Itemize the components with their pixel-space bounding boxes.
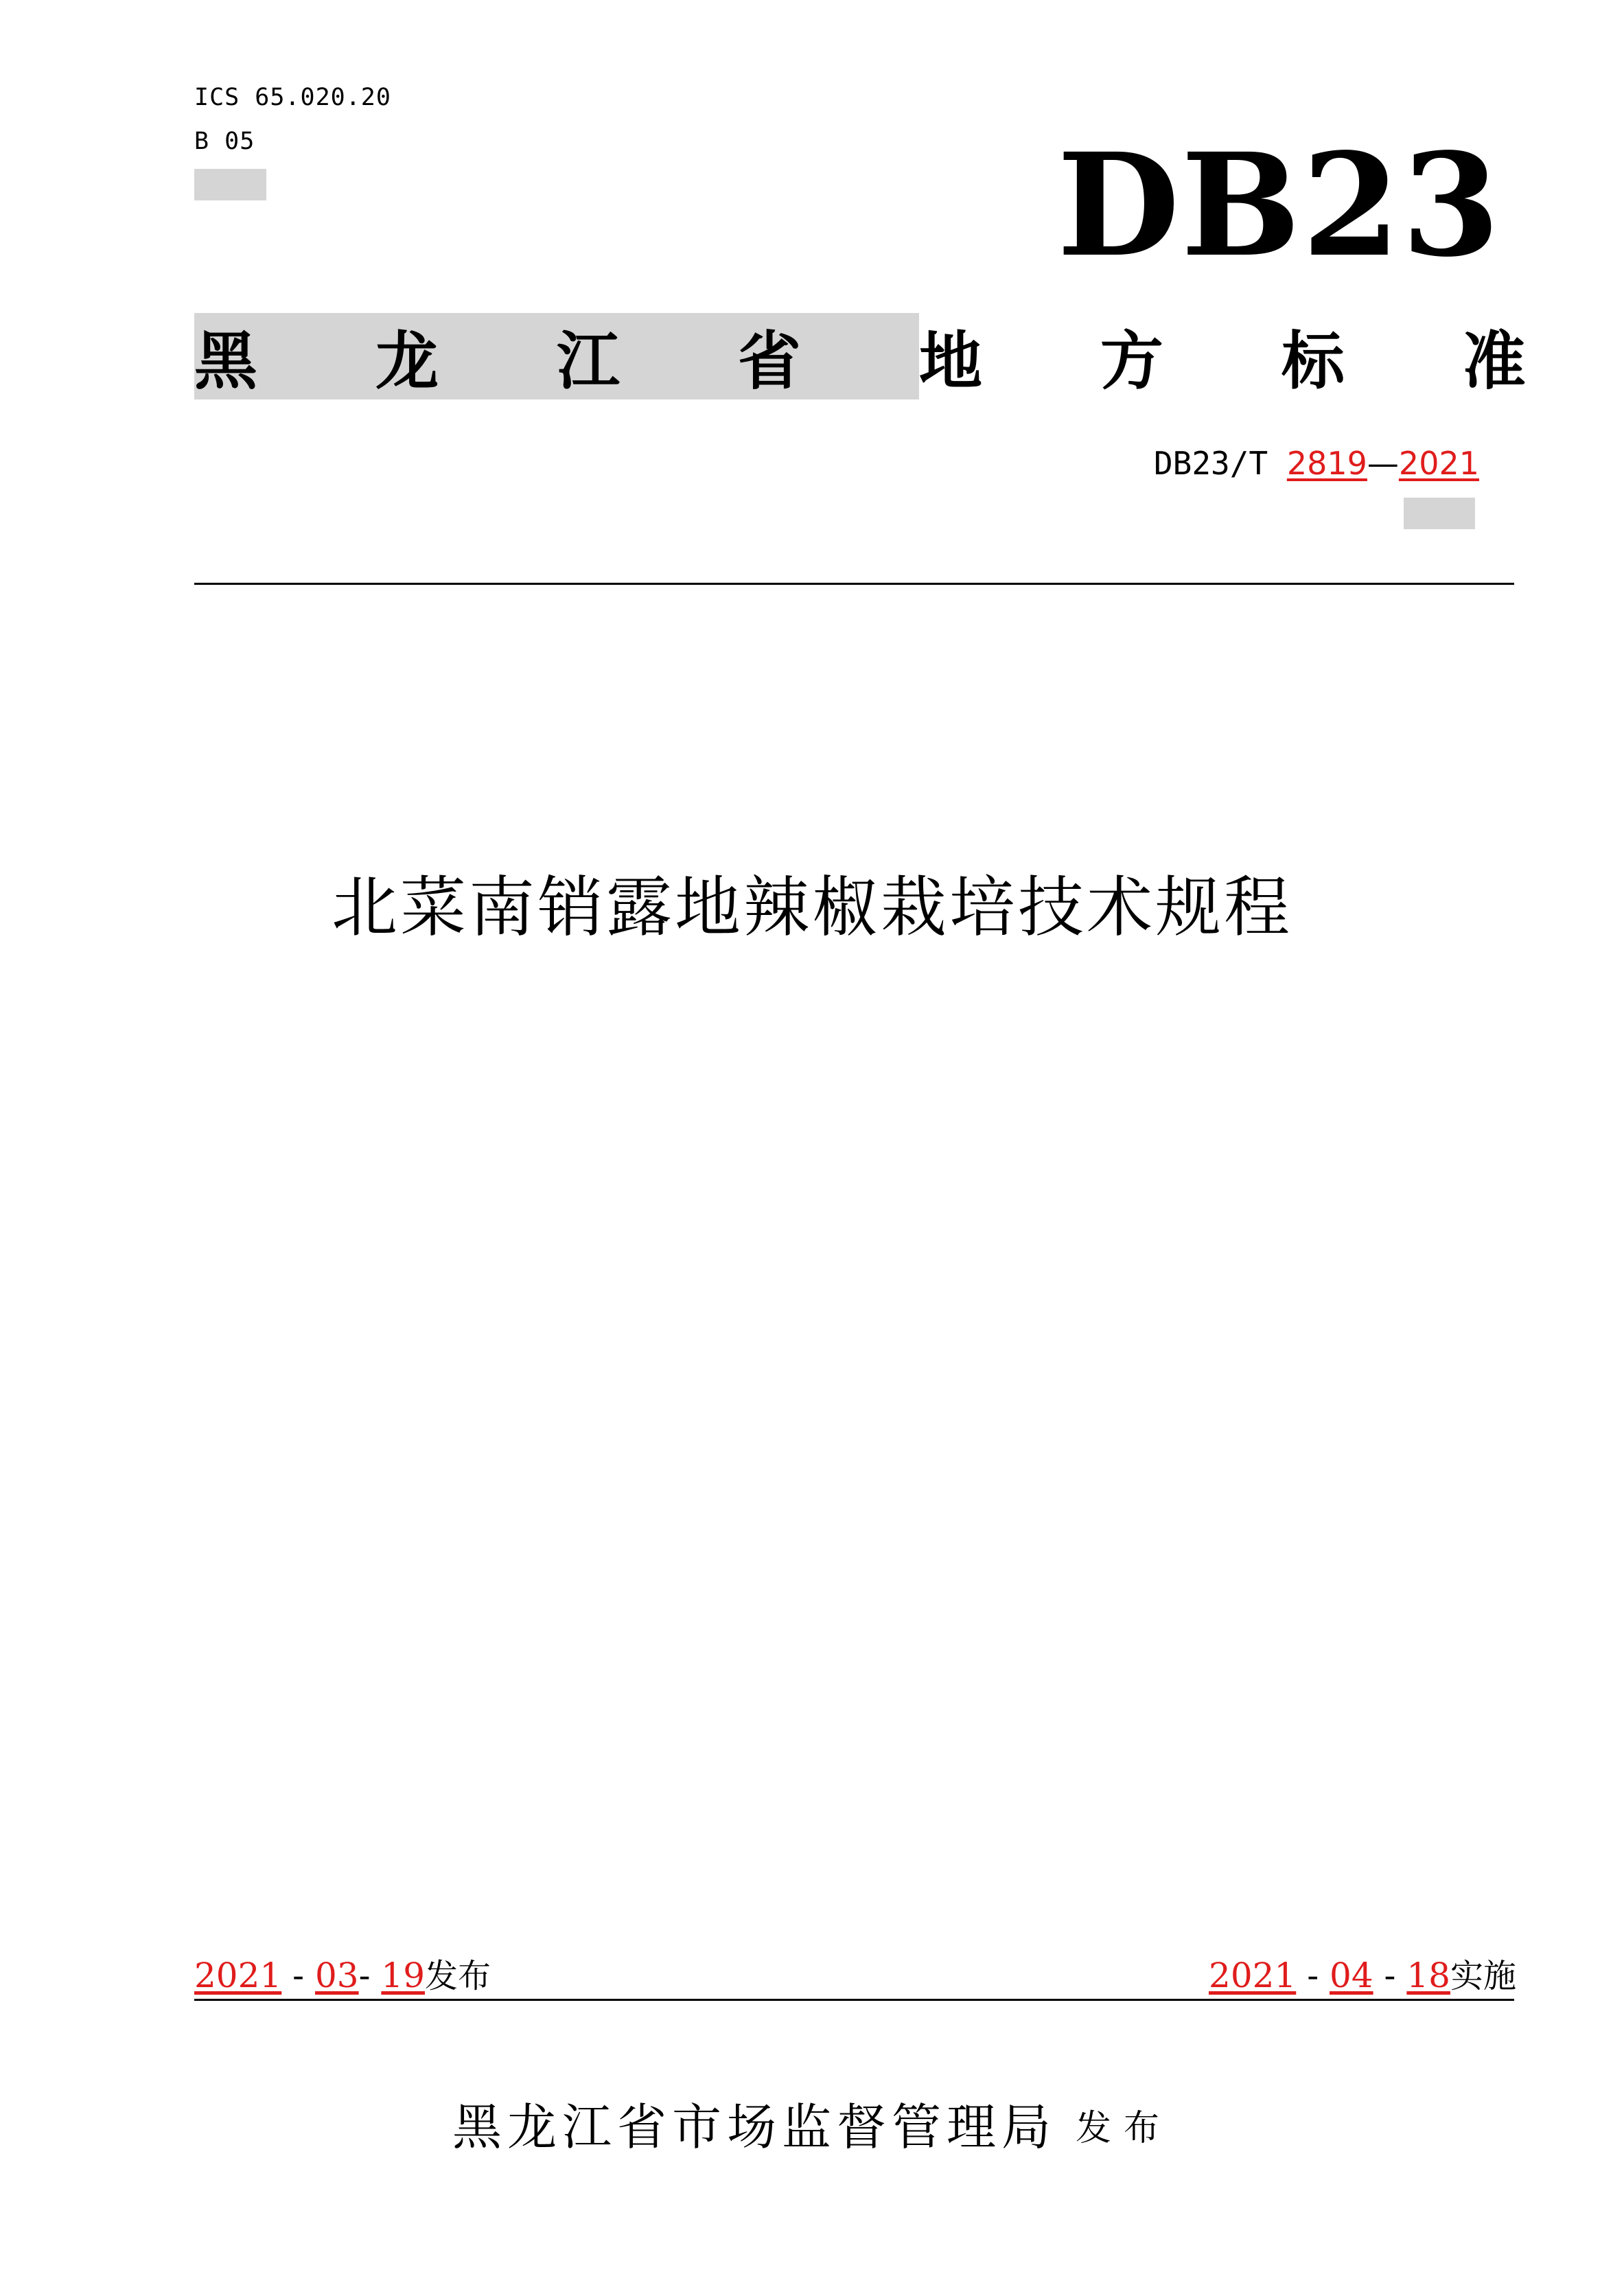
issue-label: 发布 xyxy=(425,1957,491,1995)
standard-type-char: 准 xyxy=(1462,325,1526,398)
issue-month: 03 xyxy=(314,1956,359,1995)
standard-type-char: 龙 xyxy=(375,325,439,398)
issue-date xyxy=(194,1953,491,1998)
implement-year: 2021 xyxy=(1209,1956,1297,1995)
publisher-org: 黑龙江省市场监督管理局 xyxy=(452,2098,1056,2156)
issue-day: 19 xyxy=(381,1956,426,1995)
implement-sep: - xyxy=(1307,1956,1319,1995)
standard-type-char: 标 xyxy=(1281,325,1345,398)
top-divider xyxy=(194,583,1514,585)
issue-sep: - xyxy=(292,1956,305,1995)
implement-label: 实施 xyxy=(1450,1957,1516,1995)
issue-sep: - xyxy=(358,1956,371,1995)
standard-number-dash: — xyxy=(1367,445,1399,482)
standard-type-char: 江 xyxy=(556,325,620,398)
ccs-code: B 05 xyxy=(194,128,255,155)
standard-number-value: 2819 xyxy=(1286,445,1367,482)
standard-number xyxy=(1154,443,1479,484)
publisher-line xyxy=(0,2096,1624,2159)
ccs-placeholder-box xyxy=(194,169,266,200)
db-logo: DB23 xyxy=(1057,122,1502,288)
implement-sep: - xyxy=(1384,1956,1396,1995)
standard-number-year: 2021 xyxy=(1398,445,1479,482)
publisher-label: 发布 xyxy=(1076,2108,1172,2149)
standard-type-char: 地 xyxy=(918,325,982,398)
implement-day: 18 xyxy=(1406,1956,1450,1995)
standard-type-char: 方 xyxy=(1100,325,1163,398)
bottom-divider xyxy=(194,1999,1514,2001)
ics-code: ICS 65.020.20 xyxy=(194,84,391,111)
standard-number-prefix: DB23/T xyxy=(1153,445,1287,482)
document-title: 北菜南销露地辣椒栽培技术规程 xyxy=(332,869,1292,946)
standard-type-char: 黑 xyxy=(194,325,258,398)
standard-type-char: 省 xyxy=(737,325,801,398)
implement-month: 04 xyxy=(1330,1956,1373,1995)
implement-date xyxy=(1209,1953,1516,1998)
standard-type-heading xyxy=(194,313,1526,399)
issue-year: 2021 xyxy=(194,1956,282,1995)
standard-number-placeholder-box xyxy=(1404,498,1475,529)
